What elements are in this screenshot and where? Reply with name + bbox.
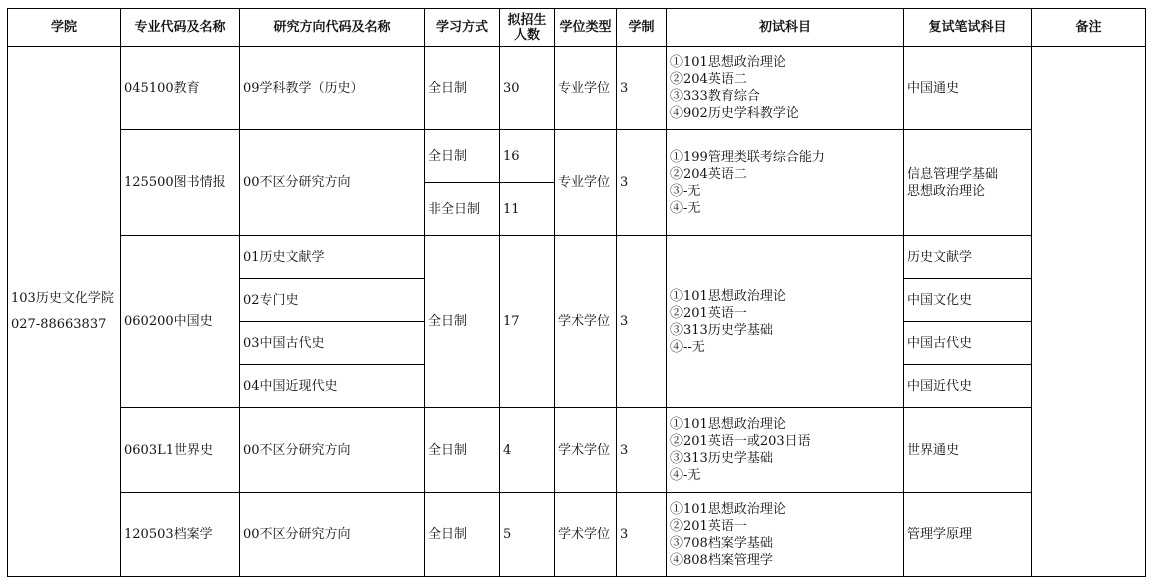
subject-line: ④-无 [670,200,701,216]
retest-cell [904,408,1032,493]
retest-cell: 中国古代史 [904,322,1032,365]
years-cell: 3 [617,236,667,408]
direction-cell: 03中国古代史 [240,322,425,365]
years-cell: 3 [617,130,667,236]
header-direction: 研究方向代码及名称 [240,9,425,47]
retest-cell: 中国近代史 [904,365,1032,408]
header-years: 学制 [617,9,667,47]
retest-line: 世界通史 [907,442,960,458]
subject-line: ①101思想政治理论 [670,417,786,432]
retest-cell: 历史文献学 [904,236,1032,279]
enroll-cell: 30 [500,47,555,130]
enroll-cell: 11 [500,183,555,236]
degree-cell: 专业学位 [555,47,617,130]
table-row [8,47,1146,130]
header-note: 备注 [1032,9,1146,47]
college-name: 103历史文化学院 [11,291,114,306]
retest-line: 管理学原理 [907,527,973,542]
mode-cell: 非全日制 [425,183,500,236]
mode-cell: 全日制 [425,493,500,577]
retest-line: 信息管理学基础 [907,166,999,182]
major-cell: 0603L1世界史 [121,408,240,493]
initial-subjects-cell [667,408,904,493]
subject-line: ③333教育综合 [670,89,760,104]
degree-cell: 专业学位 [555,130,617,236]
degree-cell: 学术学位 [555,408,617,493]
header-college: 学院 [8,9,121,47]
major-cell: 060200中国史 [121,236,240,408]
subject-line: ②201英语一 [670,518,747,534]
subject-line: ②201英语一或203日语 [670,434,811,449]
years-cell: 3 [617,408,667,493]
enroll-cell: 4 [500,408,555,493]
subject-line: ①101思想政治理论 [670,288,786,304]
header-enroll-line1: 拟招生 [507,12,547,28]
enroll-cell: 16 [500,130,555,183]
subject-line: ②204英语二 [670,72,747,87]
retest-cell [904,130,1032,236]
direction-cell: 02专门史 [240,279,425,322]
retest-line: 中国通史 [907,80,960,96]
header-degree: 学位类型 [555,9,617,47]
table-row [8,236,1146,279]
header-initial: 初试科目 [667,9,904,47]
subject-line: ③313历史学基础 [670,451,773,466]
subject-line: ④--无 [670,339,705,355]
initial-subjects-cell [667,236,904,408]
college-cell [8,47,121,577]
table-row [8,493,1146,577]
direction-cell: 00不区分研究方向 [240,493,425,577]
major-cell: 045100教育 [121,47,240,130]
enroll-cell: 17 [500,236,555,408]
subject-line: ④902历史学科教学论 [670,106,799,121]
direction-cell: 00不区分研究方向 [240,130,425,236]
retest-cell [904,47,1032,130]
direction-cell: 09学科教学（历史） [240,47,425,130]
table-row [8,408,1146,493]
mode-cell: 全日制 [425,47,500,130]
degree-cell: 学术学位 [555,236,617,408]
degree-cell: 学术学位 [555,493,617,577]
initial-subjects-cell [667,493,904,577]
subject-line: ③-无 [670,183,701,199]
college-phone: 027-88663837 [11,317,107,332]
subject-line: ②201英语一 [670,305,747,321]
subject-line: ④-无 [670,468,701,483]
table-row [8,130,1146,183]
major-cell: 120503档案学 [121,493,240,577]
mode-cell: 全日制 [425,408,500,493]
subject-line: ③708档案学基础 [670,535,773,551]
years-cell: 3 [617,47,667,130]
mode-cell: 全日制 [425,236,500,408]
header-retest: 复试笔试科目 [904,9,1032,47]
header-mode: 学习方式 [425,9,500,47]
retest-line: 思想政治理论 [907,183,986,199]
subject-line: ①101思想政治理论 [670,55,786,70]
subject-line: ③313历史学基础 [670,322,773,338]
header-major: 专业代码及名称 [121,9,240,47]
initial-subjects-cell [667,47,904,130]
major-cell: 125500图书情报 [121,130,240,236]
enroll-cell: 5 [500,493,555,577]
direction-cell: 01历史文献学 [240,236,425,279]
subject-line: ①199管理类联考综合能力 [670,149,825,165]
subject-line: ②204英语二 [670,166,747,182]
years-cell: 3 [617,493,667,577]
direction-cell: 00不区分研究方向 [240,408,425,493]
subject-line: ④808档案管理学 [670,552,773,568]
admissions-table [7,8,1146,577]
retest-cell: 中国文化史 [904,279,1032,322]
initial-subjects-cell [667,130,904,236]
mode-cell: 全日制 [425,130,500,183]
retest-cell [904,493,1032,577]
header-enroll-line2: 人数 [513,27,540,43]
note-cell [1032,47,1146,577]
header-row [8,9,1146,47]
direction-cell: 04中国近现代史 [240,365,425,408]
header-enroll [500,9,555,47]
subject-line: ①101思想政治理论 [670,501,786,517]
